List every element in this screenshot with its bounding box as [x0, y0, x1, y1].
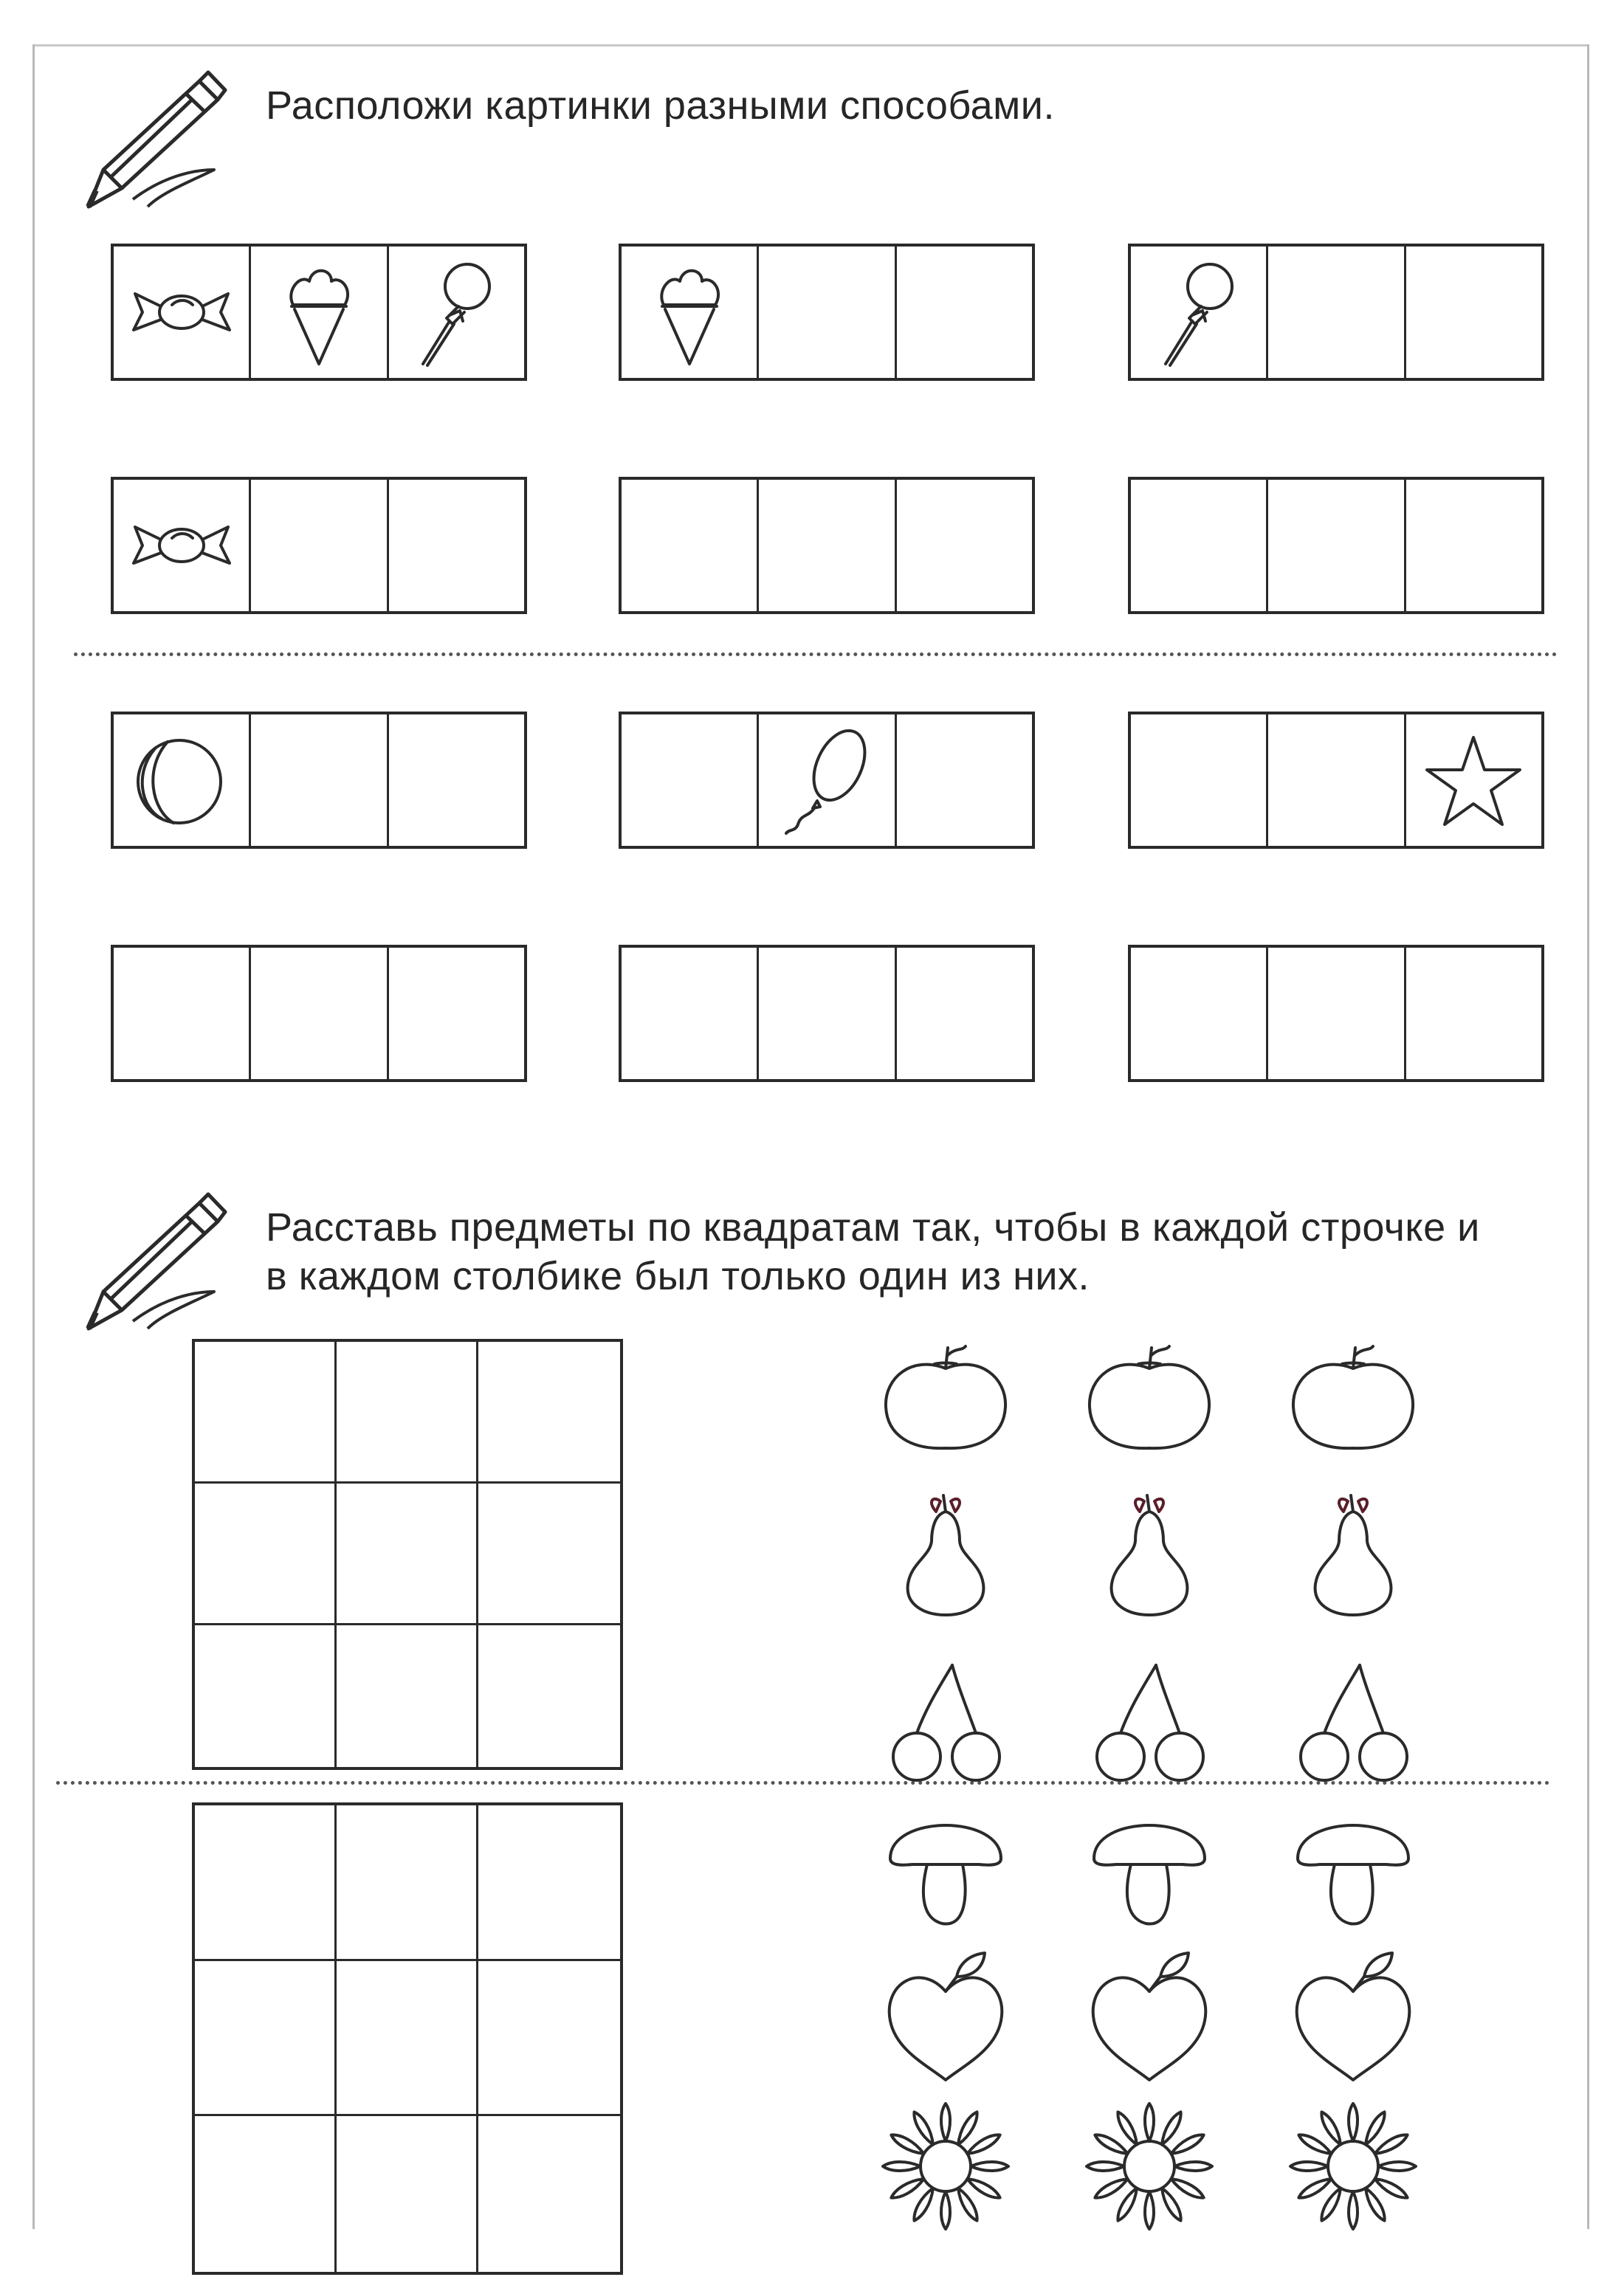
picture-strip	[619, 477, 1035, 614]
fruit-item[interactable]	[1079, 2096, 1219, 2236]
fruit-item[interactable]	[875, 1792, 1016, 1932]
grid-cell[interactable]	[195, 1961, 337, 2117]
cherry-icon	[1079, 1653, 1219, 1794]
strip-cell-empty[interactable]	[1131, 948, 1268, 1079]
picture-strip	[111, 244, 527, 381]
grid-cell[interactable]	[478, 1961, 620, 2117]
fruit-item[interactable]	[875, 2096, 1016, 2236]
strip-cell-filled[interactable]	[759, 714, 896, 846]
fruit-item[interactable]	[1079, 1326, 1219, 1466]
fruit-item[interactable]	[1079, 1482, 1219, 1622]
strip-cell-empty[interactable]	[1131, 714, 1268, 846]
grid-cell[interactable]	[337, 1484, 478, 1625]
strip-cell-empty[interactable]	[1268, 948, 1405, 1079]
fruit-item[interactable]	[875, 1947, 1016, 2087]
fruit-item[interactable]	[1283, 1653, 1423, 1794]
mushroom-icon	[1079, 1792, 1219, 1932]
pear-icon	[1283, 1482, 1423, 1622]
strip-cell-empty[interactable]	[1131, 480, 1268, 611]
flower-icon	[1283, 2096, 1423, 2236]
empty-grid-3x3[interactable]	[192, 1802, 623, 2275]
picture-strip	[619, 244, 1035, 381]
grid-cell[interactable]	[478, 1484, 620, 1625]
strip-cell-empty[interactable]	[759, 247, 896, 378]
picture-strip	[1128, 712, 1544, 849]
strip-cell-empty[interactable]	[897, 247, 1032, 378]
leaf-icon	[875, 1947, 1016, 2087]
empty-grid-3x3[interactable]	[192, 1339, 623, 1770]
strip-cell-filled[interactable]	[1406, 714, 1541, 846]
ice-cream-icon	[634, 253, 745, 371]
dotted-separator	[74, 652, 1558, 656]
strip-cell-empty[interactable]	[1406, 480, 1541, 611]
strip-cell-filled[interactable]	[251, 247, 388, 378]
fruit-item[interactable]	[875, 1653, 1016, 1794]
strip-cell-empty[interactable]	[897, 480, 1032, 611]
strip-cell-empty[interactable]	[1268, 247, 1405, 378]
mushroom-icon	[875, 1792, 1016, 1932]
cherry-icon	[875, 1653, 1016, 1794]
balloon-icon	[771, 721, 882, 839]
strip-cell-empty[interactable]	[251, 714, 388, 846]
picture-strip	[619, 945, 1035, 1082]
strip-cell-filled[interactable]	[114, 247, 251, 378]
fruit-item[interactable]	[1079, 1792, 1219, 1932]
grid-cell[interactable]	[195, 1484, 337, 1625]
picture-strip	[1128, 477, 1544, 614]
lollipop-icon	[1143, 253, 1254, 371]
strip-cell-empty[interactable]	[1406, 247, 1541, 378]
pear-icon	[1079, 1482, 1219, 1622]
strip-cell-empty[interactable]	[1268, 714, 1405, 846]
grid-cell[interactable]	[337, 1625, 478, 1767]
flower-icon	[875, 2096, 1016, 2236]
task2-instruction-line1: Расставь предметы по квадратам так, чтобы в каждой строчке и	[266, 1205, 1480, 1250]
fruit-item[interactable]	[875, 1482, 1016, 1622]
strip-cell-filled[interactable]	[114, 714, 251, 846]
grid-cell[interactable]	[195, 1342, 337, 1484]
strip-cell-filled[interactable]	[1131, 247, 1268, 378]
ice-cream-icon	[264, 253, 374, 371]
strip-cell-empty[interactable]	[759, 480, 896, 611]
fruit-item[interactable]	[875, 1326, 1016, 1466]
grid-cell[interactable]	[195, 2116, 337, 2272]
fruit-item[interactable]	[1283, 1947, 1423, 2087]
strip-cell-filled[interactable]	[114, 480, 251, 611]
strip-cell-empty[interactable]	[389, 714, 524, 846]
star-icon	[1418, 721, 1529, 839]
strip-cell-empty[interactable]	[622, 714, 759, 846]
grid-cell[interactable]	[478, 1805, 620, 1961]
strip-cell-empty[interactable]	[114, 948, 251, 1079]
picture-strip	[111, 945, 527, 1082]
pencil-icon	[66, 1181, 229, 1343]
grid-cell[interactable]	[337, 1342, 478, 1484]
strip-cell-empty[interactable]	[1268, 480, 1405, 611]
apple-icon	[875, 1326, 1016, 1466]
grid-cell[interactable]	[478, 1342, 620, 1484]
task1-instruction: Расположи картинки разными способами.	[266, 83, 1055, 128]
picture-strip	[111, 712, 527, 849]
apple-icon	[1283, 1326, 1423, 1466]
flower-icon	[1079, 2096, 1219, 2236]
leaf-icon	[1079, 1947, 1219, 2087]
grid-cell[interactable]	[195, 1625, 337, 1767]
strip-cell-empty[interactable]	[389, 948, 524, 1079]
grid-cell[interactable]	[337, 2116, 478, 2272]
fruit-item[interactable]	[1079, 1653, 1219, 1794]
grid-cell[interactable]	[478, 2116, 620, 2272]
strip-cell-empty[interactable]	[389, 480, 524, 611]
strip-cell-empty[interactable]	[759, 948, 896, 1079]
task2-instruction-line2: в каждом столбике был только один из них.	[266, 1254, 1090, 1298]
pear-icon	[875, 1482, 1016, 1622]
candy-icon	[126, 253, 237, 371]
picture-strip	[1128, 945, 1544, 1082]
strip-cell-empty[interactable]	[622, 948, 759, 1079]
grid-cell[interactable]	[478, 1625, 620, 1767]
grid-cell[interactable]	[195, 1805, 337, 1961]
picture-strip	[111, 477, 527, 614]
grid-cell[interactable]	[337, 1961, 478, 2117]
strip-cell-empty[interactable]	[622, 480, 759, 611]
page-border-left	[32, 44, 35, 2229]
strip-cell-empty[interactable]	[1406, 948, 1541, 1079]
strip-cell-filled[interactable]	[389, 247, 524, 378]
page-border-right	[1587, 44, 1589, 2229]
strip-cell-empty[interactable]	[897, 714, 1032, 846]
pencil-icon	[66, 59, 229, 221]
strip-cell-empty[interactable]	[251, 948, 388, 1079]
leaf-icon	[1283, 1947, 1423, 2087]
fruit-item[interactable]	[1283, 1326, 1423, 1466]
ball-icon	[126, 721, 237, 839]
strip-cell-filled[interactable]	[622, 247, 759, 378]
page-border-top	[32, 44, 1589, 46]
apple-icon	[1079, 1326, 1219, 1466]
strip-cell-empty[interactable]	[251, 480, 388, 611]
picture-strip	[1128, 244, 1544, 381]
cherry-icon	[1283, 1653, 1423, 1794]
fruit-item[interactable]	[1283, 1482, 1423, 1622]
fruit-item[interactable]	[1079, 1947, 1219, 2087]
picture-strip	[619, 712, 1035, 849]
fruit-item[interactable]	[1283, 1792, 1423, 1932]
strip-cell-empty[interactable]	[897, 948, 1032, 1079]
fruit-item[interactable]	[1283, 2096, 1423, 2236]
candy-icon	[126, 486, 237, 604]
lollipop-icon	[401, 253, 512, 371]
grid-cell[interactable]	[337, 1805, 478, 1961]
mushroom-icon	[1283, 1792, 1423, 1932]
